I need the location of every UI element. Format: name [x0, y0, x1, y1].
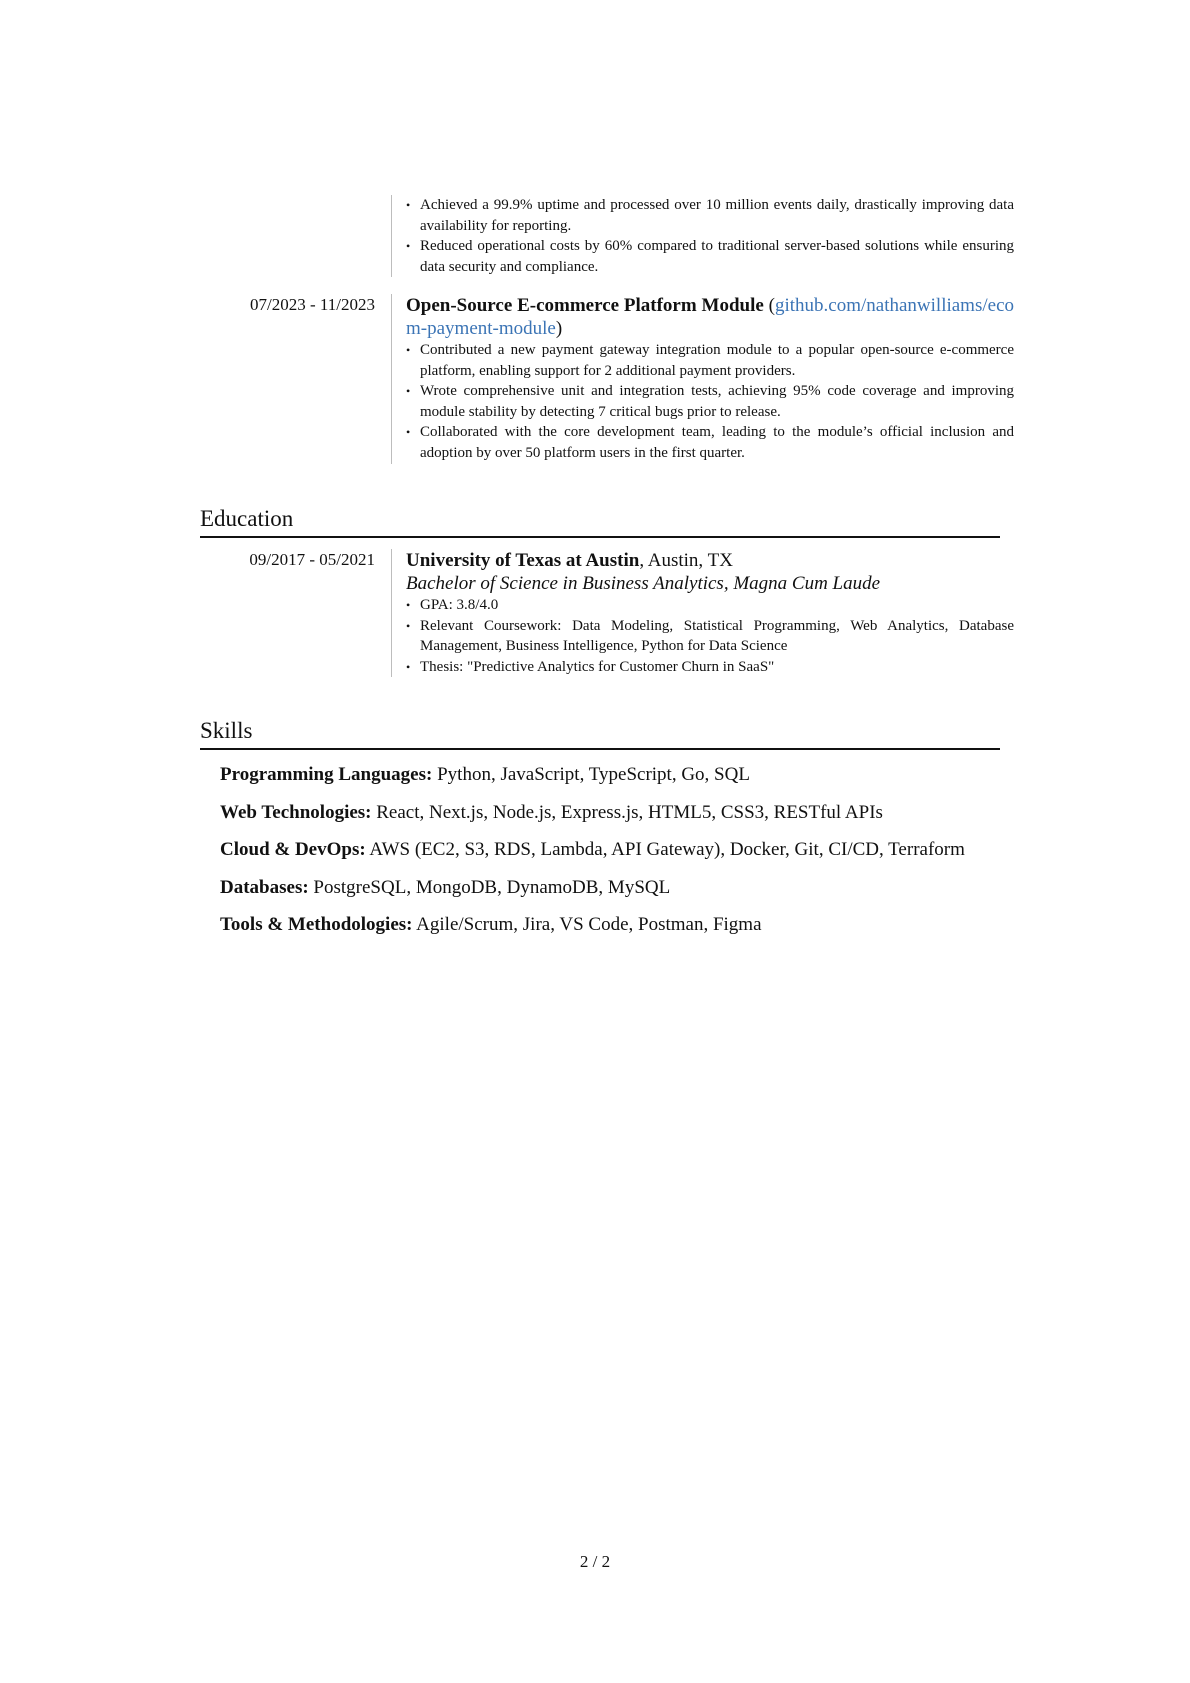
entry-content — [391, 195, 1014, 277]
skill-value: React, Next.js, Node.js, Express.js, HTML5, CSS3, RESTful APIs — [371, 801, 883, 823]
link-close-paren: ) — [555, 318, 563, 339]
skill-row — [220, 838, 1000, 861]
link-open-paren: ( — [768, 295, 775, 316]
entry-title — [406, 549, 1014, 572]
degree: Bachelor of Science in Business Analytics, Magna Cum Laude — [406, 573, 881, 594]
bullet-item: • Relevant Coursework: Data Modeling, Statistical Programming, Web Analytics, Database Management, Business Intelligence, Python for Data Science — [406, 616, 1014, 657]
project-link[interactable]: github.com/nathanwilliams/ecom-payment-module — [406, 295, 1014, 339]
bullet-item: • Thesis: "Predictive Analytics for Customer Churn in SaaS" — [406, 657, 1014, 678]
entry-title — [406, 294, 1014, 340]
skill-value: Python, JavaScript, TypeScript, Go, SQL — [432, 764, 750, 785]
skills-list — [220, 763, 1000, 951]
bullet-item: • GPA: 3.8/4.0 — [406, 595, 1014, 616]
skill-value: AWS (EC2, S3, RDS, Lambda, API Gateway), Docker, Git, CI/CD, Terraform — [365, 839, 965, 861]
page-number: 2 / 2 — [579, 1552, 611, 1571]
skill-row — [220, 876, 1000, 899]
skill-label: Programming Languages: — [220, 764, 433, 785]
skill-value: PostgreSQL, MongoDB, DynamoDB, MySQL — [308, 876, 671, 898]
skill-label: Web Technologies: — [220, 801, 372, 823]
entry-content — [391, 549, 1014, 677]
entry-content — [391, 294, 1014, 464]
skill-label: Tools & Methodologies: — [220, 914, 413, 936]
skill-label: Cloud & DevOps: — [220, 839, 366, 861]
skill-row — [220, 801, 1000, 824]
bullet-item: • Achieved a 99.9% uptime and processed over 10 million events daily, drastically improving data availability for reporting. — [406, 195, 1014, 236]
bullet-item: • Reduced operational costs by 60% compared to traditional server-based solutions while ensuring data security and compliance. — [406, 236, 1014, 277]
bullet-list — [406, 195, 1014, 277]
entry-date: 09/2017 - 05/2021 — [249, 550, 375, 569]
project-title: Open-Source E-commerce Platform Module — [406, 295, 764, 316]
skill-row — [220, 763, 1000, 786]
bullet-list — [406, 340, 1014, 464]
skill-label: Databases: — [220, 876, 309, 898]
school-name: University of Texas at Austin — [406, 550, 640, 571]
entry-date: 07/2023 - 11/2023 — [250, 295, 375, 314]
bullet-item: • Collaborated with the core development team, leading to the module’s official inclusion and adoption by over 50 platform users in the first quarter. — [406, 422, 1014, 463]
section-heading-skills: Skills — [200, 717, 1000, 750]
school-location: , Austin, TX — [639, 550, 733, 571]
bullet-item: • Wrote comprehensive unit and integration tests, achieving 95% code coverage and improving module stability by detecting 7 critical bugs prior to release. — [406, 381, 1014, 422]
bullet-list — [406, 595, 1014, 677]
skill-row — [220, 913, 1000, 936]
skill-value: Agile/Scrum, Jira, VS Code, Postman, Figma — [412, 914, 762, 936]
bullet-item: • Contributed a new payment gateway integration module to a popular open-source e-commerce platform, enabling support for 2 additional payment providers. — [406, 340, 1014, 381]
section-heading-education: Education — [200, 505, 1000, 538]
